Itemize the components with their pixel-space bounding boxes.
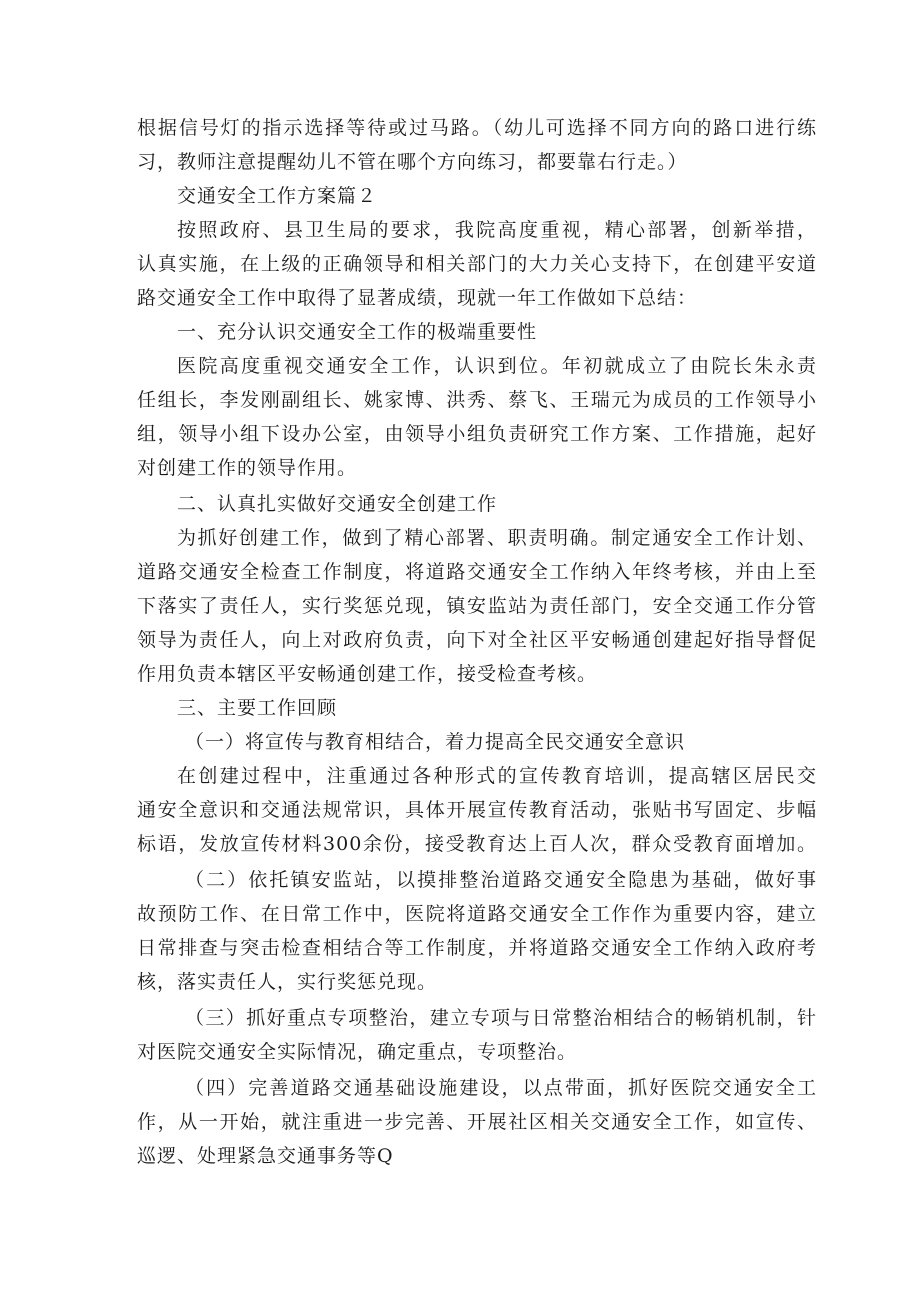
paragraph-line: 对医院交通安全实际情况，确定重点，专项整治。 bbox=[137, 1041, 578, 1063]
paragraph-line: 在创建过程中，注重通过各种形式的宣传教育培训，提高辖区居民交 bbox=[177, 765, 817, 787]
paragraph-line: （四）完善道路交通基础设施建设，以点带面，抓好医院交通安全工 bbox=[185, 1077, 817, 1099]
paragraph-line: 道路交通安全检查工作制度，将道路交通安全工作纳入年终考核，并由上至 bbox=[137, 561, 817, 583]
paragraph-line: 医院高度重视交通安全工作，认识到位。年初就成立了由院长朱永责 bbox=[177, 355, 817, 377]
paragraph-line: 认真实施，在上级的正确领导和相关部门的大力关心支持下，在创建平安道 bbox=[137, 253, 817, 275]
paragraph-line: 路交通安全工作中取得了显著成绩，现就一年工作做如下总结： bbox=[137, 287, 698, 309]
paragraph-line: 故预防工作、在日常工作中，医院将道路交通安全工作作为重要内容，建立 bbox=[137, 903, 817, 925]
subsection-heading: （一）将宣传与教育相结合，着力提高全民交通安全意识 bbox=[185, 731, 686, 753]
paragraph-line: 日常排查与突击检查相结合等工作制度，并将道路交通安全工作纳入政府考 bbox=[137, 937, 817, 959]
paragraph-line: 通安全意识和交通法规常识，具体开展宣传教育活动，张贴书写固定、步幅 bbox=[137, 799, 817, 821]
paragraph-line: 任组长，李发刚副组长、姚家博、洪秀、蔡飞、王瑞元为成员的工作领导小 bbox=[137, 389, 817, 411]
paragraph-line: 组，领导小组下设办公室，由领导小组负责研究工作方案、工作措施，起好 bbox=[137, 423, 817, 445]
paragraph-line: 巡逻、处理紧急交通事务等Q bbox=[137, 1145, 394, 1167]
paragraph-line: 为抓好创建工作，做到了精心部署、职责明确。制定通安全工作计划、 bbox=[177, 527, 817, 549]
paragraph-line: 标语，发放宣传材料300余份，接受教育达上百人次，群众受教育面增加。 bbox=[137, 833, 817, 855]
paragraph-line: 对创建工作的领导作用。 bbox=[137, 457, 358, 479]
paragraph-line: 按照政府、县卫生局的要求，我院高度重视，精心部署，创新举措， bbox=[177, 219, 817, 241]
paragraph-line: 核，落实责任人，实行奖惩兑现。 bbox=[137, 971, 438, 993]
section-title: 交通安全工作方案篇２ bbox=[177, 185, 378, 207]
paragraph-line: 根据信号灯的指示选择等待或过马路。（幼儿可选择不同方向的路口进行练 bbox=[137, 117, 817, 139]
section-heading: 二、认真扎实做好交通安全创建工作 bbox=[177, 493, 498, 515]
paragraph-line: （三）抓好重点专项整治，建立专项与日常整治相结合的畅销机制，针 bbox=[185, 1007, 817, 1029]
paragraph-line: 领导为责任人，向上对政府负责，向下对全社区平安畅通创建起好指导督促 bbox=[137, 629, 817, 651]
section-heading: 三、主要工作回顾 bbox=[177, 697, 338, 719]
paragraph-line: 下落实了责任人，实行奖惩兑现，镇安监站为责任部门，安全交通工作分管 bbox=[137, 595, 817, 617]
paragraph-line: 作，从一开始，就注重进一步完善、开展社区相关交通安全工作，如宣传、 bbox=[137, 1111, 817, 1133]
paragraph-line: （二）依托镇安监站，以摸排整治道路交通安全隐患为基础，做好事 bbox=[185, 869, 817, 891]
paragraph-line: 作用负责本辖区平安畅通创建工作，接受检查考核。 bbox=[137, 663, 598, 685]
paragraph-line: 习，教师注意提醒幼儿不管在哪个方向练习，都要靠右行走。） bbox=[137, 151, 688, 173]
section-heading: 一、充分认识交通安全工作的极端重要性 bbox=[177, 321, 538, 343]
